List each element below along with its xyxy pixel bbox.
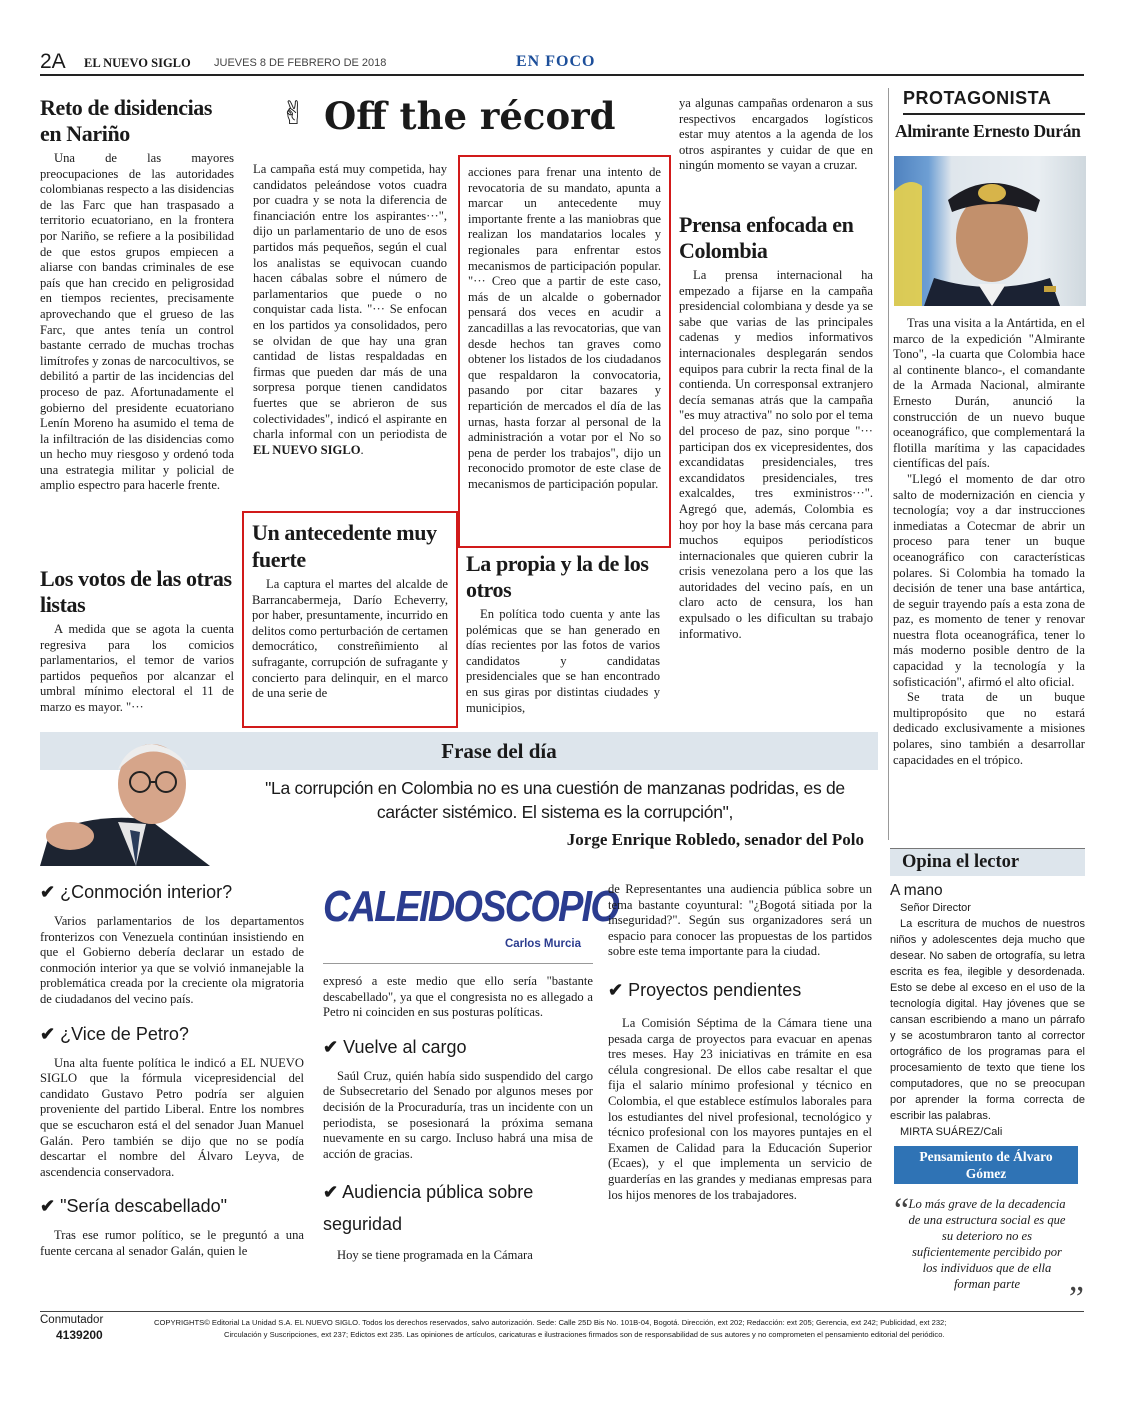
headline: La propia y la de los otros	[466, 551, 649, 602]
caleidoscopio-author: Carlos Murcia	[504, 938, 581, 950]
body-text: La captura el martes del alcalde de Barrancabermeja, Darío Echeverry, por haber, presuntamente, incurrido en delitos como perturbación de certamen democrático, constreñimiento al sufragante, corrupción de sufragante y concierto para delinquir, en el marco de una serie de	[252, 577, 448, 701]
caleidoscopio-logo	[323, 878, 619, 964]
pensamiento-box	[894, 1146, 1078, 1184]
section-title: Off the récord	[324, 94, 616, 138]
paper-name-inline: EL NUEVO SIGLO	[253, 442, 361, 457]
admiral-portrait-image	[894, 156, 1086, 306]
body-text: Tras una visita a la Antártida, en el marco de la expedición "Almirante Tono", -la cuarta que Colombia hace al continente blanco-, el comandante de la Armada Nacional, almirante Ernesto Durán, anunció la construcción de un nuevo buque oceanográfico, que complementará la flotilla marítima y las capacidades científicas del país.	[893, 316, 1085, 471]
brief-text: de Representantes una audiencia pública sobre un tema bastante coyuntural: "¿Bogotá sitiada por la inseguridad?". Según sus organizadores será un espacio para conocer las propuestas de los partidos sobre este tema importante para la ciudad.	[608, 882, 872, 959]
body-text: La campaña está muy competida, hay candidatos peleándose votos cuadra por cuadra y se nota la diferencia de financiación entre los aspirantes···", dijo un parlamentario de uno de esos partidos más pequeños, según el cual los analistas se equivocan cuando hacen cábalas sobre el número de parlamentarios que puede o no conquistar cada lista. "··· Se enfocan en los partidos ya consolidados, pero se olvidan de que hay una gran cantidad de listas respaldadas en firmas que pueden dar más de una sorpresa porque tienen candidatos fuertes que se abrieron de sus colectividades", indicó el aspirante en charla informal con un periodista de	[253, 162, 447, 442]
copyright-line-1: COPYRIGHTS© Editorial La Unidad S.A. EL NUEVO SIGLO. Todos los derechos reservados, salvo autorización. Sede: Calle 25D Bis No. 101B-04, Bogotá. Dirección, ext 202; Redacción: ext 205; Gerencia, ext 242; Publicidad, ext 232;	[154, 1318, 947, 1327]
check-icon: ✔	[323, 1182, 339, 1203]
opina-subtitle: A mano	[890, 882, 943, 899]
protagonista-name: Almirante Ernesto Durán	[895, 121, 1081, 141]
section-name: EN FOCO	[516, 53, 596, 70]
brief-text: expresó a este medio que ello sería "bastante descabellado", ya que el congresista no es allegado a Petro ni coinciden en sus posturas políticas.	[323, 974, 593, 1020]
pensamiento-quote	[894, 1192, 1084, 1317]
brief-text: La Comisión Séptima de la Cámara tiene una pesada carga de proyectos para evacuar en apenas tres meses. Hay 23 iniciativas en trámite en esa célula congresional. De ellos cabe resaltar el que fija el salario mínimo profesional y técnico en Colombia, el que establece estímulos laborales para los estudiantes del nivel profesional, tecnológico y técnico profesional con los mayores puntajes en el Examen de Calidad para la Educación Superior (Ecaes), y el que implementa un servicio de guarderías en las grandes y medianas empresas para los hijos menores de los trabajadores.	[608, 1015, 872, 1202]
conmutador-number: 4139200	[56, 1328, 103, 1342]
story-votos	[40, 566, 234, 716]
admiral-photo	[894, 156, 1086, 306]
brief-heading: ✔ ¿Conmoción interior?	[40, 882, 233, 902]
pensamiento-title: Pensamiento de Álvaro Gómez	[919, 1149, 1053, 1181]
brief-text: Varios parlamentarios de los departamentos fronterizos con Venezuela continúan insistiendo en que el Gobierno debería declarar un estado de conmoción interior ya que se volvió inmanejable la problemática creada por la creciente ola migratoria de ciudadanos del vecino país.	[40, 914, 304, 1006]
brief-heading: ✔ "Sería descabellado"	[40, 1196, 227, 1217]
robledo-photo	[40, 732, 240, 866]
brief-heading: ✔ Audiencia pública sobre seguridad	[323, 1182, 534, 1235]
open-quote-icon: “	[894, 1192, 910, 1229]
brief-text: Saúl Cruz, quién había sido suspendido del cargo de Subsecretario del Senado por algunos meses por decisión de la Procuraduría, tras un incidente con un periodista, se posesionará la próxima semana nuevamente en su cargo. Incluso habrá una misa de acción de gracias.	[323, 1068, 593, 1161]
headline: Prensa enfocada en Colombia	[679, 212, 854, 263]
body-text: acciones para frenar una intento de revocatoria de su mandato, apunta a marcar un antecedente muy importante frente a las maniobras que realizan los mandatarios locales y regionales para enfrentar estos mecanismos de participación popular. "··· Creo que a partir de este caso, más de un alcalde o gobernador pensará dos veces en acudir a zancadillas a las revocatorias, que van desde hechos tan graves como obtener los listados de los ciudadanos que respaldaron la convocatoria, pasando por citar bazares y repartición de mercados el día de las urnas, hasta forzar al personal de la administración a votar por el No so pena de perder los trabajos", dijo un reconocido promotor de este clase de mecanismos de participación popular.	[468, 165, 661, 491]
frase-quote: "La corrupción en Colombia no es una cuestión de manzanas podridas, es de carácter sistémico. El sistema es la corrupción",	[265, 778, 845, 822]
victory-hand-icon: ✌	[280, 94, 307, 132]
frase-title: Frase del día	[441, 739, 557, 763]
story-campaign: La campaña está muy competida, hay candidatos peleándose votos cuadra por cuadra y se nota la diferencia de financiación entre los aspirantes···", dijo un parlamentario de uno de esos partidos más pequeños, según el cual los analistas se equivocan cuando hacen cábalas sobre el número de parlamentarios que puede o no conquistar cada lista. "··· Se enfocan en los partidos ya consolidados, pero se olvidan de que hay una gran cantidad de listas respaldadas en firmas que pueden dar más de una sorpresa porque tienen candidatos fuertes que se abrieron de sus colectividades", indicó el aspirante en charla informal con un periodista de EL NUEVO SIGLO.	[253, 162, 447, 457]
story-prensa	[679, 212, 873, 642]
body-text: Una de las mayores preocupaciones de las autoridades colombianas respecto a las disidencias de las Farc que han traspasado a territorio ecuatoriano, en la frontera por Nariño, se refiere a la posibilidad de que estos grupos empiecen a aliarse con bandas criminales de ese país que han crecido en peligrosidad en tiempos recientes, precisamente aprovechando que el grueso de las Farc, que antes tenía un control bastante cerrado de muchas trochas limítrofes y zonas de narcocultivos, se debilitó a partir de las incidencias del proceso de paz. Afortunadamente el gobierno del presidente ecuatoriano Lenín Moreno ha asumido el tema de la infiltración de las disidencias como un hecho muy riesgoso y ordenó toda una estrategia militar y policial de amplio espectro para hacerle frente.	[40, 151, 234, 493]
opina-signature: MIRTA SUÁREZ/Cali	[900, 1126, 1003, 1138]
protagonista-label: PROTAGONISTA	[903, 88, 1085, 115]
page-header	[40, 48, 1084, 76]
close-quote-icon: ”	[1068, 1280, 1084, 1317]
check-icon: ✔	[608, 979, 624, 1000]
opina-text: La escritura de muchos de nuestros niños y adolescentes deja mucho que desear. No saben de ortografía, su letra escrita es fea, ilegible y desordenada. Esto se debe al exceso en el uso de la tecnología digital. Hay jóvenes que se cansan escribiendo a mano un párrafo y se acostumbraron tanto al corrector ortográfico de los programas para el procesamiento de texto que tiene los computadores, que no se preocupan por aprender la forma correcta de escribir las palabras.	[890, 918, 1085, 1122]
brief-text: Hoy se tiene programada en la Cámara	[337, 1248, 533, 1263]
headline: Un antecedente muy fuerte	[252, 520, 437, 572]
robledo-portrait-image	[40, 732, 240, 866]
bottom-col-3	[608, 882, 872, 1203]
opina-el-lector	[890, 848, 1085, 1138]
brief-heading: ✔ ¿Vice de Petro?	[40, 1023, 189, 1044]
highlight-box-antecedente	[242, 511, 458, 728]
page-number: 2A	[40, 50, 66, 73]
conmutador-label: Conmutador	[40, 1314, 104, 1326]
check-icon: ✔	[40, 1196, 56, 1217]
brief-heading: ✔ Proyectos pendientes	[608, 979, 802, 1000]
highlight-box-revocatoria	[458, 155, 671, 548]
off-the-record-title	[280, 92, 650, 142]
story-disidencias	[40, 95, 234, 494]
story-propia	[466, 551, 660, 716]
caleidoscopio-title: CALEIDOSCOPIO	[323, 882, 619, 931]
frase-del-dia	[40, 732, 878, 868]
frase-author: Jorge Enrique Robledo, senador del Polo	[566, 830, 864, 849]
issue-date: JUEVES 8 DE FEBRERO DE 2018	[214, 57, 387, 69]
opina-salutation: Señor Director	[900, 902, 971, 914]
copyright-line-2: Circulación y Suscripciones, ext 237; Edictos ext 235. Las opiniones de artículos, caricaturas e ilustraciones firmados son de responsabilidad de sus autores y no comprometen el pensamiento editorial del periódico.	[224, 1330, 945, 1339]
brief-text: Una alta fuente política le indicó a EL NUEVO SIGLO que la fórmula vicepresidencial del candidato Gustavo Petro podría ser alguien proveniente del partido Liberal. Entre los nombres que se escucharon está el del senador Juan Manuel Galán. Pero también se dijo que no se podía descartar el nombre del Álvaro Leyva, de ascendencia conservadora.	[40, 1055, 304, 1179]
brief-heading: ✔ Vuelve al cargo	[323, 1036, 467, 1057]
bottom-col-1	[40, 880, 304, 1260]
body-text: ya algunas campañas ordenaron a sus respectivos encargados logísticos estar muy atentos a la agenda de los otros aspirantes y cuidar de que en ningún momento se vayan a cruzar.	[679, 96, 873, 173]
body-text: "Llegó el momento de dar otro salto de modernización en ciencia y tecnología; voy a dar instrucciones inmediatas a Cotecmar de abrir un proceso para tener un buque oceanográfico con características polares. Si Colombia ha tomado la decisión de tener una base antártica, de seguir trayendo país a esta zona de paz, es momento de tener y renovar nuestra flota oceanográfica, tener lo más moderno posible dentro de la capacidad y la tecnología y la sofisticación", afirmó el alto oficial.	[893, 471, 1085, 689]
bottom-col-2	[323, 878, 619, 1264]
paper-name: EL NUEVO SIGLO	[84, 56, 191, 70]
page-footer	[40, 1311, 1084, 1341]
check-icon: ✔	[40, 882, 56, 902]
brief-text: Tras ese rumor político, se le preguntó a una fuente cercana al senador Galán, quien le	[40, 1228, 304, 1258]
body-text: En política todo cuenta y ante las polémicas que se han generado en días recientes por las fotos de varios candidatos y candidatas presidenciales que se han encontrado en sus giras por distintas ciudades y municipios,	[466, 607, 660, 715]
body-text: La prensa internacional ha empezado a fijarse en la campaña presidencial colombiana y desde ya se sabe que varias de las principales cadenas y medios informativos internacionales desplegarán sendos equipos para cubrir la recta final de la contienda. Un corresponsal extranjero decía semanas atrás que la campaña "es muy atractiva" no solo por el tema del proceso de paz, sino porque "··· participan dos ex vicepresidentes, dos excandidatas presidenciales, tres excandidatos presidenciales, tres exalcaldes, tres exministros···". Agregó que, además, Colombia es hoy por hoy la base más cercana para muchos equipos periodísticos internacionales que quieren cubrir la crisis venezolana pero a los que las autoridades del vecino país, en un claro acto de censura, los han expulsado o les dificultan su trabajo informativo.	[679, 268, 873, 641]
headline: Los votos de las otras listas	[40, 566, 232, 617]
body-text: A medida que se agota la cuenta regresiva para los comicios parlamentarios, el temor de varios partidos pequeños por alcanzar el umbral mínimo electoral el 11 de marzo es mayor. "···	[40, 622, 234, 714]
check-icon: ✔	[40, 1023, 56, 1044]
story-campanas	[679, 96, 873, 174]
check-icon: ✔	[323, 1036, 339, 1057]
protagonista-box	[888, 88, 1085, 840]
opina-title: Opina el lector	[890, 848, 1085, 876]
headline: Reto de disidencias en Nariño	[40, 95, 213, 146]
pensamiento-text: Lo más grave de la decadencia de una estructura social es que su deterioro no es suficientemente percibido por los individuos que de ella forman parte	[908, 1197, 1066, 1291]
body-text: Se trata de un buque multipropósito que no estará dedicado exclusivamente a misiones polares, sino también a desarrollar capacidades en el trópico.	[893, 690, 1085, 767]
